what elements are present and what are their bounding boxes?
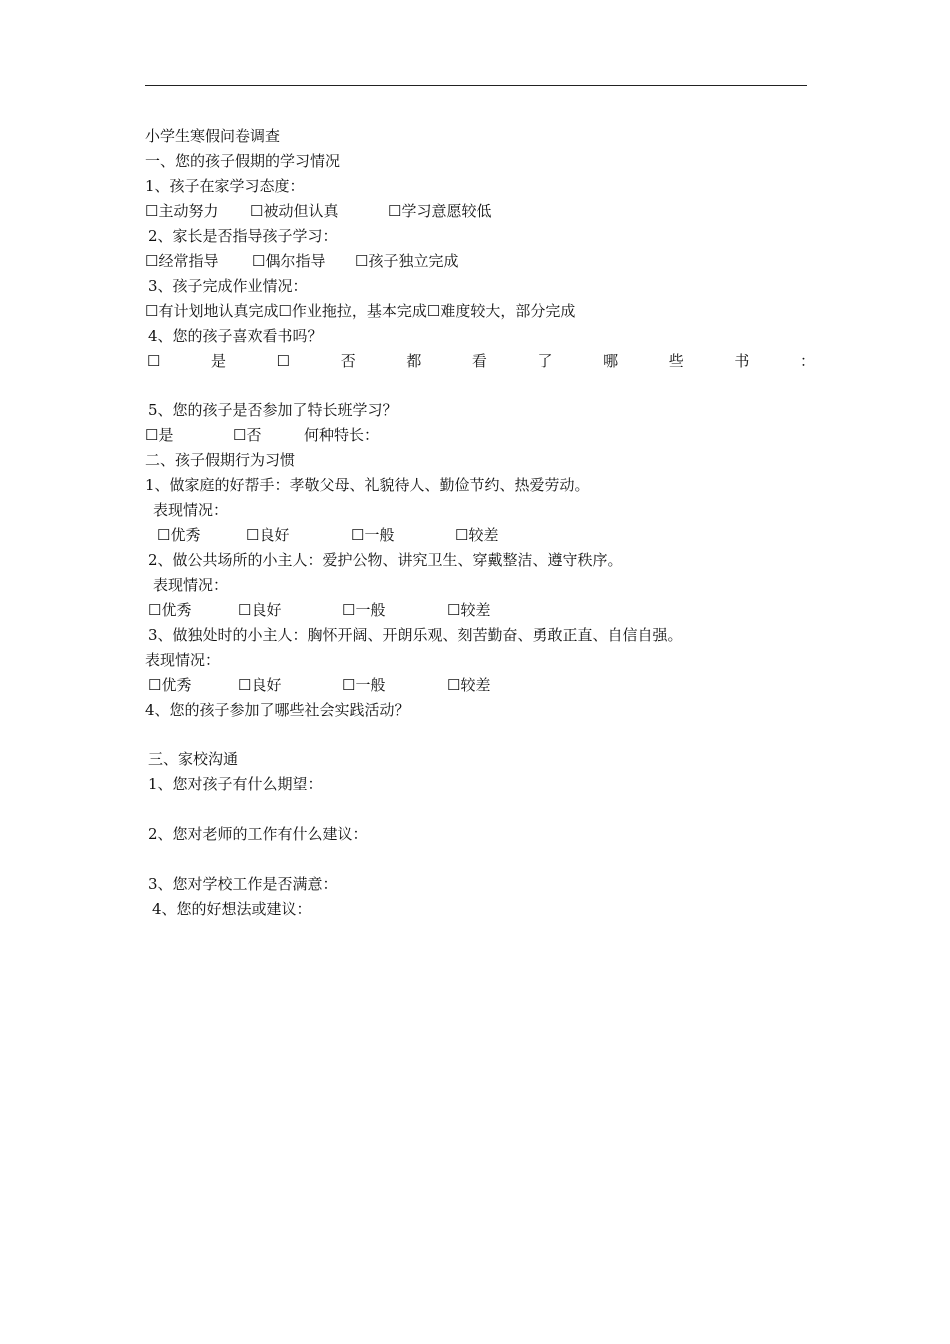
behavior-1: 1、做家庭的好帮手：孝敬父母、礼貌待人、勤俭节约、热爱劳动。	[145, 476, 590, 494]
books-char: 哪	[603, 352, 619, 370]
header-rule	[145, 85, 807, 86]
rating-good[interactable]: ☐良好	[246, 526, 290, 544]
rating-good[interactable]: ☐良好	[238, 676, 282, 694]
label-yes: 是	[211, 352, 227, 370]
checkbox-no[interactable]: ☐	[276, 352, 291, 370]
communication-q1: 1、您对孩子有什么期望：	[148, 775, 323, 793]
question-1-5: 5、您的孩子是否参加了特长班学习？	[148, 401, 398, 419]
question-1-4: 4、您的孩子喜欢看书吗？	[148, 327, 323, 345]
question-1-2: 2、家长是否指导孩子学习：	[148, 227, 338, 245]
question-1-3: 3、孩子完成作业情况：	[148, 277, 308, 295]
rating-average[interactable]: ☐一般	[342, 601, 386, 619]
behavior-3: 3、做独处时的小主人：胸怀开阔、开朗乐观、刻苦勤奋、勇敢正直、自信自强。	[148, 626, 683, 644]
section-1-heading: 一、您的孩子假期的学习情况	[145, 152, 341, 170]
rating-excellent[interactable]: ☐优秀	[157, 526, 201, 544]
rating-average[interactable]: ☐一般	[351, 526, 395, 544]
reading-answer-line	[147, 350, 815, 372]
option-active[interactable]: ☐主动努力	[145, 202, 219, 220]
rating-excellent[interactable]: ☐优秀	[148, 601, 192, 619]
specialty-label: 何种特长：	[304, 426, 380, 444]
option-low-willingness[interactable]: ☐学习意愿较低	[388, 202, 492, 220]
label-no: 否	[340, 352, 356, 370]
page-title: 小学生寒假问卷调查	[145, 127, 281, 145]
books-char: 些	[668, 352, 684, 370]
rating-poor[interactable]: ☐较差	[447, 676, 491, 694]
books-char: 书	[734, 352, 750, 370]
section-3-heading: 三、家校沟通	[148, 750, 239, 768]
section-2-heading: 二、孩子假期行为习惯	[145, 451, 296, 469]
books-char: 了	[537, 352, 553, 370]
communication-q3: 3、您对学校工作是否满意：	[148, 875, 338, 893]
behavior-2: 2、做公共场所的小主人：爱护公物、讲究卫生、穿戴整洁、遵守秩序。	[148, 551, 623, 569]
rating-excellent[interactable]: ☐优秀	[148, 676, 192, 694]
option-often-guide[interactable]: ☐经常指导	[145, 252, 219, 270]
option-class-no[interactable]: ☐否	[233, 426, 262, 444]
books-char: 看	[471, 352, 487, 370]
books-char: 都	[406, 352, 422, 370]
rating-poor[interactable]: ☐较差	[447, 601, 491, 619]
books-colon: ：	[799, 352, 815, 370]
communication-q4: 4、您的好想法或建议：	[152, 900, 312, 918]
option-sometimes-guide[interactable]: ☐偶尔指导	[252, 252, 326, 270]
behavior-4: 4、您的孩子参加了哪些社会实践活动？	[145, 701, 410, 719]
rating-good[interactable]: ☐良好	[238, 601, 282, 619]
checkbox-yes[interactable]: ☐	[147, 352, 161, 370]
communication-q2: 2、您对老师的工作有什么建议：	[148, 825, 368, 843]
behavior-3-label: 表现情况：	[145, 651, 221, 669]
option-passive[interactable]: ☐被动但认真	[250, 202, 339, 220]
behavior-2-label: 表现情况：	[153, 576, 229, 594]
rating-average[interactable]: ☐一般	[342, 676, 386, 694]
question-1-1: 1、孩子在家学习态度：	[145, 177, 305, 195]
rating-poor[interactable]: ☐较差	[455, 526, 499, 544]
option-class-yes[interactable]: ☐是	[145, 426, 174, 444]
option-independent[interactable]: ☐孩子独立完成	[355, 252, 459, 270]
behavior-1-label: 表现情况：	[153, 501, 229, 519]
homework-options[interactable]: ☐有计划地认真完成☐作业拖拉，基本完成☐难度较大，部分完成	[145, 302, 576, 320]
